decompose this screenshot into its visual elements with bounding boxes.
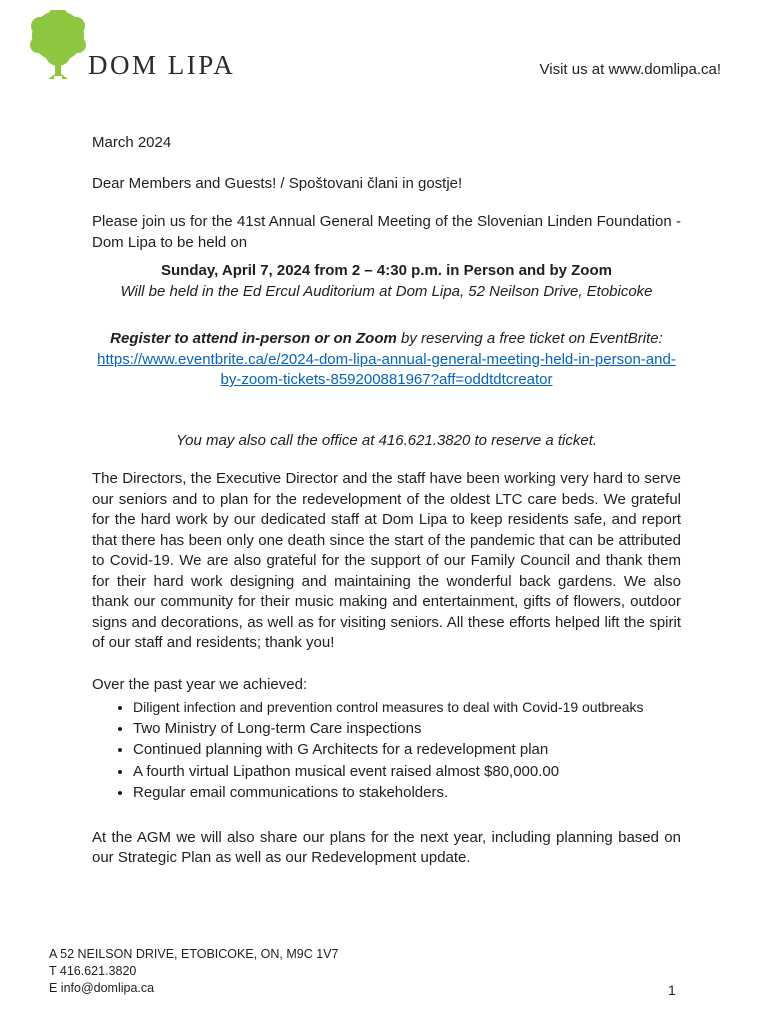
logo (30, 10, 235, 82)
closing-paragraph: At the AGM we will also share our plans for the next year, including planning based on our Strategic Plan as well as our Redevelopment update. (92, 828, 681, 866)
event-location: Will be held in the Ed Ercul Auditorium at Dom Lipa, 52 Neilson Drive, Etobicoke (120, 282, 653, 300)
tree-logo-icon (30, 10, 86, 82)
intro-paragraph: Please join us for the 41st Annual General Meeting of the Slovenian Linden Foundation - Dom Lipa to be held on (92, 213, 681, 251)
footer-email: E info@domlipa.ca (49, 981, 155, 995)
footer-phone: T 416.621.3820 (49, 964, 137, 978)
greeting: Dear Members and Guests! / Spoštovani člani in gostje! (92, 174, 463, 192)
register-rest-text: by reserving a free ticket on EventBrite: (396, 330, 663, 347)
visit-us-text: Visit us at www.domlipa.ca! (539, 61, 721, 78)
achievements-list (92, 697, 681, 804)
list-item: • Continued planning with G Architects for a redevelopment plan (133, 740, 681, 761)
list-item: • A fourth virtual Lipathon musical event raised almost $80,000.00 (133, 762, 681, 783)
eventbrite-link[interactable]: https://www.eventbrite.ca/e/2024-dom-lipa-annual-general-meeting-held-in-person-and-by-zoom-tickets-859200881967?aff=oddtdtcreator (97, 350, 676, 388)
register-bold-text: Register to attend in-person or on Zoom (110, 330, 397, 347)
register-instruction (92, 329, 681, 350)
achievements-intro: Over the past year we achieved: (92, 675, 308, 693)
body-paragraph: The Directors, the Executive Director and the staff have been working very hard to serve our seniors and to plan for the redevelopment of the oldest LTC care beds. We grateful for the hard work by our dedicated staff at Dom Lipa to keep residents safe, and report that there has been only one death since the start of the pandemic that can be attributed to Covid-19. We are also grateful for the support of our Family Council and thank them for their hard work designing and maintaining the wonderful back gardens. We also thank our community for their music making and entertainment, gifts of flowers, outdoor signs and decorations, as well as for visiting seniors. All these efforts helped lift the spirit of our staff and residents; thank you! (92, 470, 681, 651)
letter-footer (49, 946, 338, 997)
list-item: • Regular email communications to stakeholders. (133, 783, 681, 804)
logo-wordmark: DOM LIPA (88, 50, 236, 80)
letter-content (92, 133, 681, 869)
list-item: • Two Ministry of Long-term Care inspections (133, 719, 681, 740)
page-number: 1 (668, 982, 676, 998)
letter-date: March 2024 (92, 134, 172, 151)
event-datetime: Sunday, April 7, 2024 from 2 – 4:30 p.m. in Person and by Zoom (161, 262, 612, 279)
phone-note: You may also call the office at 416.621.3820 to reserve a ticket. (175, 431, 598, 449)
footer-address: A 52 NEILSON DRIVE, ETOBICOKE, ON, M9C 1V7 (49, 947, 339, 961)
list-item: • Diligent infection and prevention control measures to deal with Covid-19 outbreaks (133, 697, 681, 718)
eventbrite-link-line (92, 350, 681, 391)
